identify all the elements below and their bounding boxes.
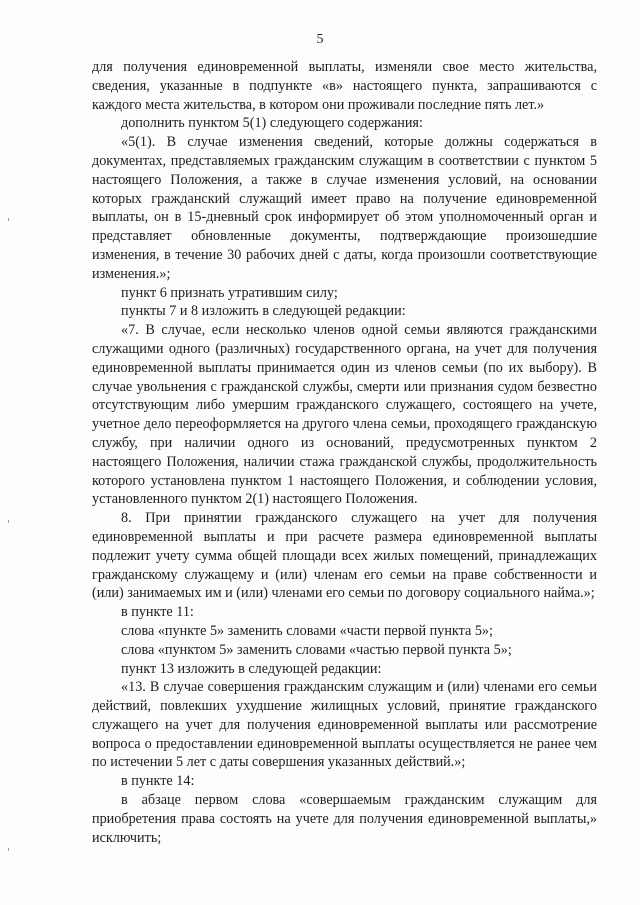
- paragraph-3: «5(1). В случае изменения сведений, которые должны содержаться в документах, представляемых гражданским служащим в соответствии с пунктом 5 настоящего Положения, а также в случае изменения условий, на основании которых гражданский служащий имеет право на получение единовременной выплаты, он в 15-дневный срок информирует об этом уполномоченный орган и представляет обновленные документы, подтверждающие произошедшие изменения, в течение 30 рабочих дней с даты, когда произошли соответствующие изменения.»;: [92, 134, 597, 282]
- paragraph-12: «13. В случае совершения гражданским служащим и (или) членами его семьи действий, повлекших ухудшение жилищных условий, принятие гражданского служащего на учет для получения единовременной выплаты или рассмотрение вопроса о предоставлении единовременной выплаты осуществляется не ранее чем по истечении 5 лет с даты совершения указанных действий.»;: [92, 679, 597, 771]
- paragraph-7: 8. При принятии гражданского служащего на учет для получения единовременной выплаты и при расчете размера единовременной выплаты подлежит учету сумма общей площади всех жилых помещений, принадлежащих гражданскому служащему и (или) членам его семьи на праве собственности и (или) занимаемых им и (или) членами его семьи по договору социального найма.»;: [92, 510, 597, 602]
- paragraph-13: в пункте 14:: [121, 773, 195, 790]
- paragraph-9: слова «пункте 5» заменить словами «части первой пункта 5»;: [121, 622, 493, 639]
- scan-mark: [8, 520, 9, 523]
- paragraph-2: дополнить пунктом 5(1) следующего содержания:: [121, 115, 423, 132]
- paragraph-6: «7. В случае, если несколько членов одной семьи являются гражданскими служащими одного (различных) государственного органа, на учет для получения единовременной выплаты принимается один из членов семьи (по их выбору). В случае увольнения с гражданской службы, смерти или признания судом безвестно отсутствующим либо умершим гражданского служащего, состоящего на учете, учетное дело переоформляется на другого члена семьи, проходящего гражданскую службу, при наличии одного из оснований, предусмотренных пунктом 2 настоящего Положения, наличии стажа гражданской службы, продолжительность которого установлена пунктом 1 настоящего Положения, и соблюдении условия, установленного пунктом 2(1) настоящего Положения.: [92, 322, 597, 508]
- paragraph-5: пункты 7 и 8 изложить в следующей редакции:: [121, 303, 406, 320]
- page-number: 5: [316, 32, 324, 47]
- scan-mark: [8, 218, 9, 221]
- paragraph-10: слова «пунктом 5» заменить словами «частью первой пункта 5»;: [121, 641, 512, 658]
- scan-mark: [8, 848, 9, 851]
- paragraph-1: для получения единовременной выплаты, изменяли свое место жительства, сведения, указанные в подпункте «в» настоящего пункта, запрашиваются с каждого места жительства, в котором они проживали последние пять лет.»: [92, 59, 597, 113]
- paragraph-8: в пункте 11:: [121, 604, 194, 621]
- paragraph-11: пункт 13 изложить в следующей редакции:: [121, 660, 382, 677]
- document-body: [92, 58, 597, 847]
- paragraph-4: пункт 6 признать утратившим силу;: [121, 284, 338, 301]
- paragraph-14: в абзаце первом слова «совершаемым гражданским служащим для приобретения права состоять на учете для получения единовременной выплаты,» исключить;: [92, 792, 597, 846]
